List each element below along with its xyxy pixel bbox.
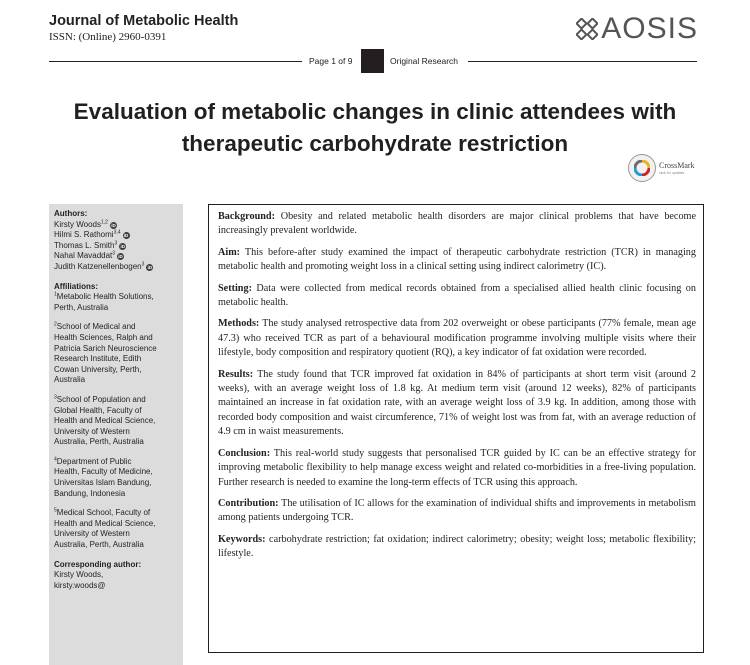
abstract-label: Results: <box>218 368 254 380</box>
author-item: Thomas L. Smith$^3$iD <box>54 240 125 250</box>
crossmark-sublabel: click for updates <box>659 171 685 175</box>
affiliation-item: $^5$Medical School, Faculty of Health and Medical Science, University of Western Australia, Perth, Australia <box>54 507 156 550</box>
aosis-emblem-icon <box>576 18 598 40</box>
title-line: Evaluation of metabolic changes in clinic attendees with <box>73 99 677 124</box>
crossmark-label: CrossMark <box>659 161 695 170</box>
aosis-logo <box>576 12 698 46</box>
abstract-section: Results: The study found that TCR improved fat oxidation in 84% of participants at short term visit (around 2 weeks), with an average weight loss of 1.8 kg. At medium term visit (around 12 weeks), 82% of participants maintained an increase in fat oxidation rate, with an average weight loss of 3.9 kg. In addition, among those with recorded body composition and waist circumference, 71% of weight lost was from fat, with an average reduction of 4.9 cm in waist measurements. <box>218 368 696 438</box>
affiliation-item: $^4$Department of Public Health, Faculty of Medicine, Universitas Islam Bandung, Bandung, Indonesia <box>54 456 153 498</box>
orcid-icon[interactable]: iD <box>147 264 153 270</box>
abstract-section: Aim: This before-after study examined the impact of therapeutic carbohydrate restriction (TCR) in managing metabolic health and promoting weight loss in a clinical setting using indirect calorimetry (IC). <box>218 246 696 273</box>
abstract-section: Contribution: The utilisation of IC allows for the examination of individual shifts and improvements in metabolism among patients undergoing TCR. <box>218 497 696 524</box>
author-item: Judith Katzenellenbogen$^3$iD <box>54 261 153 271</box>
abstract-section: Setting: Data were collected from medical records obtained from a specialised allied health clinic focusing on metabolic health. <box>218 282 696 309</box>
orcid-icon[interactable]: iD <box>111 222 116 228</box>
journal-name: Journal of Metabolic Health <box>49 13 239 29</box>
page-number: Page 1 of 9 <box>309 56 353 66</box>
author-item: Nahal Mavaddat$^3$iD <box>54 250 123 261</box>
abstract-label: Background: <box>218 211 275 222</box>
title-line: therapeutic carbohydrate restriction <box>181 131 569 156</box>
corresponding-email[interactable]: kirsty.woods@ <box>54 580 106 590</box>
aosis-wordmark: AOSIS <box>601 12 698 45</box>
abstract-label: Setting: <box>218 282 252 294</box>
header-rule-left <box>49 61 302 62</box>
affiliation-item: $^2$School of Medical and Health Sciences, Ralph and Patricia Sarich Neuroscience Research Institute, Edith Cowan University, Perth, Australia <box>54 321 157 385</box>
orcid-icon[interactable]: iD <box>120 243 125 249</box>
author-item: Kirsty Woods$^{1,2}$iD <box>54 218 116 229</box>
affiliation-item: $^1$Metabolic Health Solutions, Perth, Australia <box>54 291 154 312</box>
affiliations-heading: Affiliations: <box>54 281 98 291</box>
abstract-box <box>208 204 704 653</box>
abstract-section: Methods: The study analysed retrospective data from 202 overweight or obese participants (77% female, mean age 47.3) who received TCR as part of a behavioural modification programme involving multiple visits where their lifestyle, body composition and respiratory quotient (RQ), a key indicator of fat oxidation were recorded. <box>218 318 696 359</box>
orcid-icon[interactable]: iD <box>123 233 129 239</box>
article-type: Original Research <box>390 56 459 66</box>
orcid-icon[interactable]: iD <box>118 254 123 260</box>
header-rule-right <box>468 61 697 62</box>
abstract-label: Conclusion: <box>218 447 271 459</box>
issn: ISSN: (Online) 2960-0391 <box>49 31 167 43</box>
abstract-label: Keywords: <box>218 533 266 545</box>
authors-heading: Authors: <box>54 209 88 218</box>
abstract-label: Methods: <box>218 318 260 330</box>
affiliation-item: $^3$School of Population and Global Health, Faculty of Health and Medical Science, University of Western Australia, Perth, Australia <box>54 394 156 447</box>
article-title <box>30 96 720 160</box>
author-item: Hilmi S. Rathomi$^{3,4}$iD <box>54 229 129 240</box>
abstract-section: Background: Obesity and related metabolic health disorders are major clinical problems that have become increasingly prevalent worldwide. <box>218 211 696 237</box>
crossmark-badge[interactable] <box>628 154 695 182</box>
abstract-section: Keywords: carbohydrate restriction; fat oxidation; indirect calorimetry; obesity; weight loss; metabolic flexibility; lifestyle. <box>218 533 697 560</box>
abstract-section: Conclusion: This real-world study suggests that personalised TCR guided by IC can be an effective strategy for improving metabolic flexibility to help manage excess weight and related co-morbidities in a free-living population. Further research is needed to examine the long-term effects of TCR using this approach. <box>218 447 696 488</box>
page-marker-box <box>361 49 384 73</box>
abstract-label: Contribution: <box>218 497 279 509</box>
corresponding-heading: Corresponding author: <box>54 559 142 569</box>
abstract-label: Aim: <box>218 246 241 258</box>
sidebar <box>49 204 183 665</box>
corresponding-name: Kirsty Woods, <box>54 570 104 580</box>
crossmark-icon <box>628 154 656 182</box>
